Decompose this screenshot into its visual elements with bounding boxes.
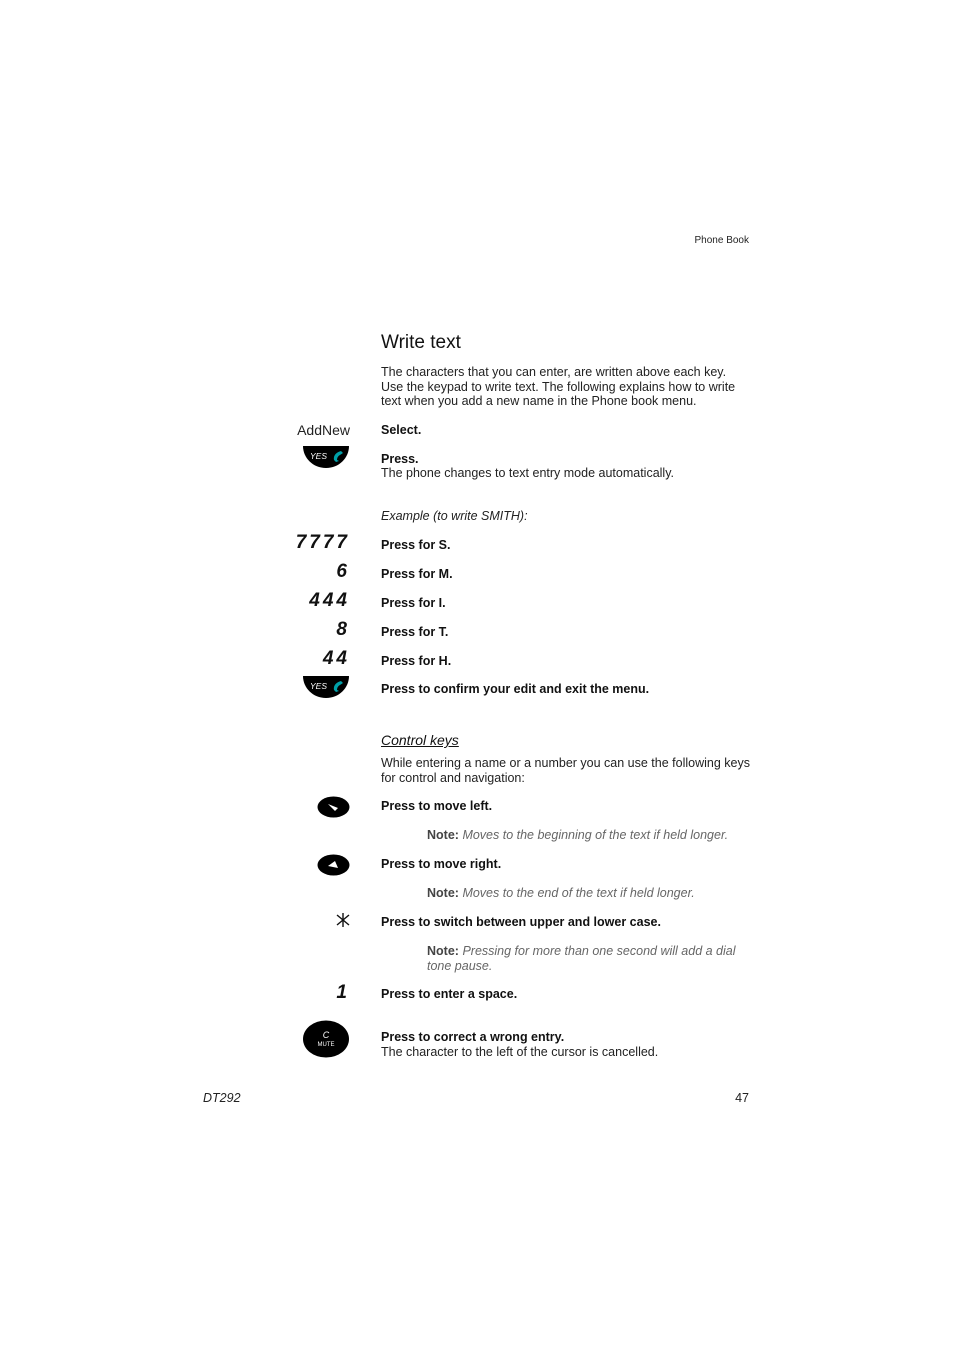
navigation-right-key-icon [317, 854, 350, 876]
navigation-left-key-icon [317, 796, 350, 818]
example-label: Example (to write SMITH): [381, 509, 528, 523]
intro-line: Use the keypad to write text. The following explains how to write [381, 379, 736, 394]
step-h-text: Press for H. [381, 654, 452, 668]
page-title: Write text [381, 332, 461, 353]
control-intro [381, 756, 761, 785]
intro-line: text when you add a new name in the Phone book menu. [381, 394, 697, 408]
step-i-text: Press for I. [381, 596, 446, 610]
note-text: Pressing for more than one second will add a dial [462, 944, 736, 958]
key-digits-6: 6 [336, 561, 350, 582]
yes-key-label: YES [310, 681, 328, 691]
control-keys-heading: Control keys [381, 732, 459, 748]
switch-case-note [427, 944, 747, 973]
move-right-text: Press to move right. [381, 857, 502, 871]
step-press-text: Press. [381, 452, 419, 466]
key-digits-7777: 7777 [295, 532, 350, 553]
key-digits-44: 44 [322, 648, 350, 669]
step-select-text: Select. [381, 423, 422, 437]
c-mute-key-icon [303, 1020, 350, 1058]
switch-case-text: Press to switch between upper and lower case. [381, 915, 661, 929]
note-label: Note: [427, 886, 459, 900]
step-m-text: Press for M. [381, 567, 453, 581]
intro-line: The characters that you can enter, are written above each key. [381, 365, 727, 379]
move-left-note [427, 828, 747, 843]
footer-model: DT292 [203, 1091, 241, 1105]
step-t-text: Press for T. [381, 625, 449, 639]
mute-key-label: MUTE [317, 1042, 335, 1048]
key-digits-1: 1 [336, 982, 350, 1003]
note-text: tone pause. [427, 958, 493, 973]
key-digits-8: 8 [336, 619, 350, 640]
enter-space-text: Press to enter a space. [381, 987, 518, 1001]
asterisk-key-icon [336, 912, 350, 928]
control-intro-line: While entering a name or a number you can use the following keys [381, 756, 750, 770]
step-confirm-text: Press to confirm your edit and exit the menu. [381, 682, 650, 696]
note-text: Moves to the end of the text if held longer. [462, 886, 695, 900]
yes-key-icon [303, 446, 350, 469]
yes-key-icon [303, 676, 350, 699]
move-right-note [427, 886, 747, 901]
addnew-menu-label: AddNew [297, 422, 350, 438]
c-key-label: C [322, 1030, 330, 1040]
yes-key-label: YES [310, 451, 328, 461]
control-intro-line: for control and navigation: [381, 770, 525, 785]
key-digits-444: 444 [309, 590, 350, 611]
intro-paragraph [381, 365, 761, 409]
note-label: Note: [427, 944, 459, 958]
note-label: Note: [427, 828, 459, 842]
note-text: Moves to the beginning of the text if held longer. [462, 828, 729, 842]
correct-entry-text: Press to correct a wrong entry. [381, 1030, 565, 1044]
step-s-text: Press for S. [381, 538, 451, 552]
correct-entry-sub: The character to the left of the cursor is cancelled. [381, 1045, 659, 1059]
section-header: Phone Book [694, 235, 749, 246]
page-number: 47 [735, 1091, 749, 1105]
step-press-sub: The phone changes to text entry mode automatically. [381, 466, 674, 480]
asterisk-key-label: * [336, 912, 337, 913]
move-left-text: Press to move left. [381, 799, 493, 813]
